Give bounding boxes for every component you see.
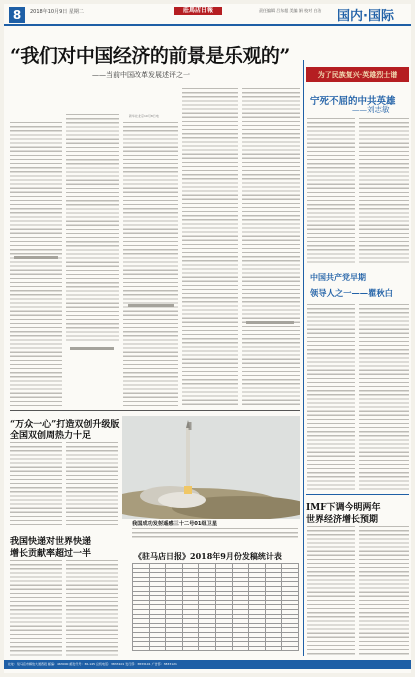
lead-column-2 xyxy=(66,114,119,342)
section-title: 国内·国际 xyxy=(337,9,394,24)
sidebar-banner: 为了民族复兴·英雄烈士谱 xyxy=(306,67,409,82)
page-footer: 社址：驻马店市解放大道西段 邮编：463000 邮发代号：36-145 总机电话：3833101 发行部：3833101 广告部：3833121 xyxy=(4,660,411,669)
lead-subhead: ——当前中国改革发展述评之一 xyxy=(92,71,190,79)
table-row xyxy=(133,646,299,651)
masthead: 莊馬店日報 xyxy=(174,7,222,15)
farm-article-title-2: 全国双创周热力十足 xyxy=(10,431,92,441)
sidebar-second-title-2: 领导人之一——瞿秋白 xyxy=(310,288,393,298)
express-article-title-1: 我国快递对世界快递 xyxy=(10,537,92,547)
page-number: 8 xyxy=(9,7,25,23)
lead-column-5 xyxy=(242,88,300,406)
lead-column-4 xyxy=(182,88,238,406)
lead-subheading-mark xyxy=(246,321,294,324)
imf-article-title-1: IMF下调今明两年 xyxy=(306,503,381,513)
section-rule xyxy=(10,410,300,411)
sidebar-column-3 xyxy=(307,304,355,490)
express-column-1 xyxy=(10,560,62,656)
issue-date: 2018年10月9日 星期二 xyxy=(30,9,84,15)
express-column-2 xyxy=(66,560,118,656)
sidebar-column-4 xyxy=(359,304,409,490)
farm-column-1 xyxy=(10,442,62,526)
sidebar-column-2 xyxy=(359,118,409,263)
sidebar-second-title-1: 中国共产党早期 xyxy=(310,272,366,282)
lead-subheading-mark xyxy=(128,304,174,307)
page-header xyxy=(4,4,411,26)
stats-table xyxy=(132,563,299,651)
rocket-launch-photo xyxy=(122,416,300,519)
photo-caption-body xyxy=(132,528,298,538)
rocket-launch-image xyxy=(122,416,300,519)
lead-byline: 新华社北京10月8日电 xyxy=(129,114,159,118)
imf-article-title-2: 世界经济增长预期 xyxy=(306,515,379,525)
lead-subheading-mark xyxy=(70,347,114,350)
farm-column-2 xyxy=(66,442,118,526)
editor-credits: 责任编辑 吕东超 美编 娟 校对 白洁 xyxy=(259,8,322,13)
express-article-title-2: 增长贡献率超过一半 xyxy=(10,549,92,559)
sidebar-article-title: 宁死不屈的中共英雄 xyxy=(310,96,396,107)
lead-subheading-mark xyxy=(14,256,58,259)
lead-column-1 xyxy=(10,122,62,406)
imf-column-2 xyxy=(359,526,409,656)
sidebar-article-name: ——刘志敏 xyxy=(352,105,390,114)
sidebar-column-1 xyxy=(307,118,355,263)
farm-article-title-1: “万众一心”打造双创升级版 xyxy=(10,420,120,430)
stats-table-title: 《驻马店日报》2018年9月份发稿统计表 xyxy=(134,551,282,561)
sidebar-rule xyxy=(306,494,409,495)
lead-headline: “我们对中国经济的前景是乐观的” xyxy=(10,45,290,67)
photo-caption: 我国成功发射遥感三十二号01组卫星 xyxy=(132,521,218,527)
sidebar-divider xyxy=(303,60,304,656)
imf-column-1 xyxy=(307,526,355,656)
lead-column-3 xyxy=(123,122,178,406)
newspaper-page xyxy=(4,4,411,673)
